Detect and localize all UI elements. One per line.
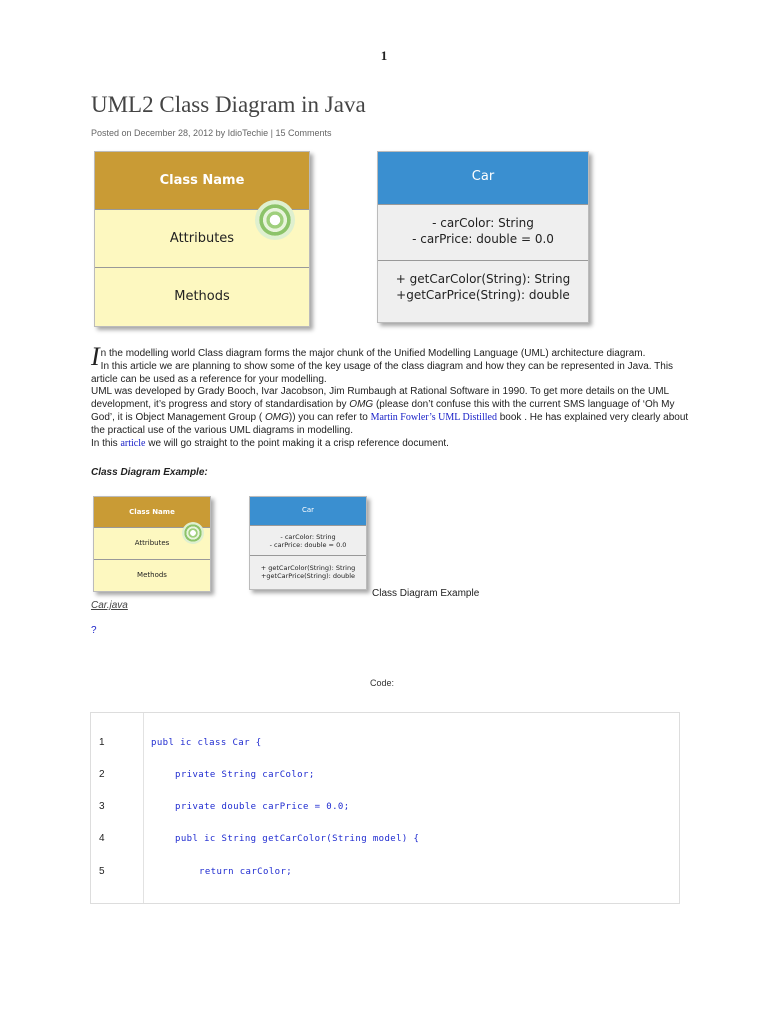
article-body [91, 342, 691, 450]
line-number: 3 [99, 801, 105, 812]
code-label: Code: [370, 678, 395, 688]
posted-on: Posted on December 28, 2012 by [91, 128, 226, 138]
paragraph-intro [91, 342, 691, 371]
article-title: UML2 Class Diagram in Java [91, 92, 366, 117]
line-number: 4 [99, 833, 105, 844]
article-link[interactable]: article [120, 437, 146, 449]
uml-car-large [377, 151, 589, 323]
car-attributes [378, 204, 588, 260]
car-methods-small [250, 555, 366, 587]
history-text-a: UML was developed by Grady Booch, Ivar Jacobson, Jim Rumbaugh at Rational Software in 1990. To get more details on the UML development, it’s progress and story of standardisation by [91, 386, 669, 411]
code-block [90, 712, 680, 904]
history-text-c: )) you can refer to [288, 411, 371, 423]
line-number: 1 [99, 737, 105, 748]
page-number: 1 [380, 48, 388, 63]
car-class-header: Car [378, 152, 588, 204]
post-meta [91, 128, 332, 138]
paragraph-purpose: In this article we are planning to show some of the key usage of the class diagram and how they can be represented in Java. This article can be used as a reference for your modelling. [91, 360, 674, 385]
attribute-carprice: - carPrice: double = 0.0 [412, 232, 554, 246]
figure-caption: Class Diagram Example [372, 588, 480, 599]
reference-text-a: In this [91, 437, 121, 449]
line-number: 2 [99, 769, 105, 780]
paragraph-reference [91, 438, 691, 451]
class-name-header-small: Class Name [94, 497, 210, 527]
omg-term-2: OMG [264, 411, 289, 423]
history-text-d: book . He has explained very clearly about the practical use of the various UML diagrams in modelling. [91, 411, 689, 436]
methods-section-small: Methods [94, 559, 210, 591]
code-line: private double carPrice = 0.0; [175, 802, 350, 812]
car-attributes-small [250, 525, 366, 555]
uml-template-large [94, 151, 310, 327]
code-line: publ ic class Car { [151, 738, 262, 748]
author-link[interactable]: IdioTechie [227, 128, 269, 138]
attribute-carcolor: - carColor: String [432, 216, 534, 230]
attributes-section-small: Attributes [94, 527, 210, 559]
paragraph-history [91, 386, 691, 437]
reference-text-b: we will go straight to the point making it a crisp reference document. [145, 437, 449, 449]
class-name-header: Class Name [95, 152, 309, 209]
section-heading: Class Diagram Example: [91, 467, 208, 478]
intro-text: n the modelling world Class diagram forms the major chunk of the Unified Modelling Language (UML) architecture diagram. [100, 348, 646, 359]
methods-section: Methods [95, 267, 309, 325]
omg-term: OMG [349, 399, 374, 411]
car-methods [378, 260, 588, 320]
uml-template-small [93, 496, 211, 592]
view-source-link[interactable]: ? [91, 625, 97, 636]
method-getcarcolor: + getCarColor(String): String [395, 272, 571, 286]
car-class-header-small: Car [250, 497, 366, 525]
attribute-carprice-small: - carPrice: double = 0.0 [269, 541, 347, 549]
history-text-b: (please don’t confuse this with the current SMS language of ‘Oh My God’, it is Object Management Group ( [91, 399, 675, 423]
uml-car-small [249, 496, 367, 590]
fowler-book-link[interactable]: Martin Fowler’s UML Distilled [370, 411, 497, 423]
attributes-section: Attributes [95, 209, 309, 267]
swirl-logo-icon [255, 200, 295, 240]
swirl-logo-icon-small [182, 522, 204, 544]
code-line: private String carColor; [175, 770, 315, 780]
attribute-carcolor-small: - carColor: String [280, 533, 336, 541]
code-line: publ ic String getCarColor(String model) { [175, 834, 420, 844]
method-getcarprice: +getCarPrice(String): double [396, 288, 570, 302]
comments-link[interactable]: 15 Comments [275, 128, 332, 138]
meta-separator: | [270, 128, 273, 138]
method-getcarcolor-small: + getCarColor(String): String [260, 564, 356, 572]
drop-cap: I [91, 342, 100, 371]
car-java-link[interactable]: Car.java [91, 600, 128, 611]
line-number: 5 [99, 866, 105, 877]
code-line: return carColor; [199, 867, 293, 877]
method-getcarprice-small: +getCarPrice(String): double [260, 572, 356, 580]
